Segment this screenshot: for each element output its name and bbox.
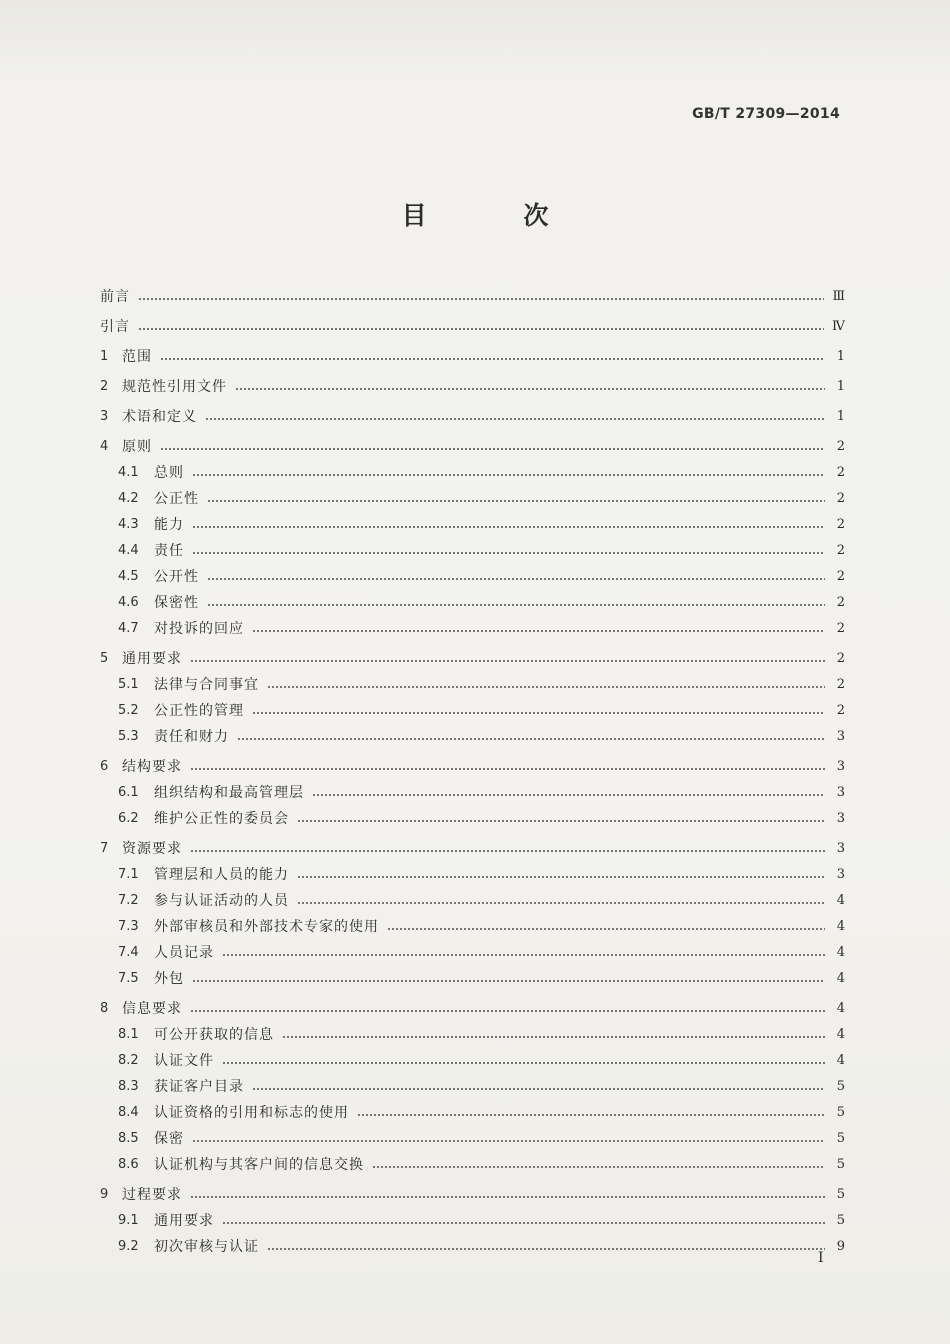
toc-entry[interactable] xyxy=(118,1210,845,1232)
dot-leader xyxy=(267,686,825,688)
dot-leader xyxy=(252,630,825,632)
dot-leader xyxy=(372,1166,825,1168)
toc-entry[interactable] xyxy=(118,916,845,938)
toc-entry-title: 管理层和人员的能力 xyxy=(154,867,289,883)
toc-entry-number: 7.5 xyxy=(118,971,139,986)
toc-entry-page: 5 xyxy=(836,1157,845,1172)
toc-entry-title: 责任 xyxy=(154,543,184,559)
dot-leader xyxy=(138,298,824,300)
toc-entry[interactable] xyxy=(100,1184,845,1206)
dot-leader xyxy=(222,1222,825,1224)
toc-entry-number: 4.6 xyxy=(118,595,139,610)
toc-entry-number: 4.5 xyxy=(118,569,139,584)
toc-entry-title: 保密 xyxy=(154,1131,184,1147)
toc-entry-number: 9.1 xyxy=(118,1213,139,1228)
toc-entry-page: 5 xyxy=(836,1131,845,1146)
toc-entry[interactable] xyxy=(118,890,845,912)
dot-leader xyxy=(190,1196,825,1198)
toc-entry-page: 1 xyxy=(836,379,845,394)
toc-entry-page: 2 xyxy=(836,595,845,610)
toc-entry[interactable] xyxy=(100,316,845,338)
toc-entry-title: 信息要求 xyxy=(122,1001,182,1017)
toc-entry[interactable] xyxy=(118,566,845,588)
toc-entry[interactable] xyxy=(118,462,845,484)
dot-leader xyxy=(205,418,825,420)
dot-leader xyxy=(207,500,825,502)
toc-entry-title: 术语和定义 xyxy=(122,409,197,425)
toc-entry-title: 认证资格的引用和标志的使用 xyxy=(154,1105,349,1121)
toc-entry-title: 通用要求 xyxy=(122,651,182,667)
toc-entry-number: 7.1 xyxy=(118,867,139,882)
standard-code: GB/T 27309—2014 xyxy=(692,106,840,122)
toc-entry[interactable] xyxy=(118,1236,845,1258)
toc-entry[interactable] xyxy=(118,1024,845,1046)
toc-entry[interactable] xyxy=(118,782,845,804)
toc-entry[interactable] xyxy=(100,648,845,670)
page-number: Ⅰ xyxy=(818,1250,824,1266)
toc-entry[interactable] xyxy=(118,1076,845,1098)
toc-entry-title: 规范性引用文件 xyxy=(122,379,227,395)
toc-entry-title: 总则 xyxy=(154,465,184,481)
toc-entry-number: 8.2 xyxy=(118,1053,139,1068)
toc-entry[interactable] xyxy=(100,756,845,778)
toc-entry-title: 外包 xyxy=(154,971,184,987)
dot-leader xyxy=(222,1062,825,1064)
dot-leader xyxy=(192,526,825,528)
toc-entry-title: 认证文件 xyxy=(154,1053,214,1069)
dot-leader xyxy=(190,660,825,662)
toc-entry-title: 认证机构与其客户间的信息交换 xyxy=(154,1157,364,1173)
toc-entry-number: 8 xyxy=(100,1001,109,1016)
toc-entry-page: 2 xyxy=(836,491,845,506)
toc-entry-number: 6.1 xyxy=(118,785,139,800)
toc-entry[interactable] xyxy=(118,618,845,640)
toc-entry[interactable] xyxy=(118,592,845,614)
dot-leader xyxy=(252,712,825,714)
toc-entry-page: 3 xyxy=(836,729,845,744)
dot-leader xyxy=(312,794,825,796)
toc-entry[interactable] xyxy=(100,436,845,458)
toc-entry[interactable] xyxy=(118,1102,845,1124)
dot-leader xyxy=(192,980,825,982)
toc-entry-page: 4 xyxy=(836,971,845,986)
toc-entry-title: 可公开获取的信息 xyxy=(154,1027,274,1043)
toc-entry-title: 获证客户目录 xyxy=(154,1079,244,1095)
dot-leader xyxy=(282,1036,825,1038)
toc-entry-number: 8.4 xyxy=(118,1105,139,1120)
toc-entry-number: 4.4 xyxy=(118,543,139,558)
dot-leader xyxy=(190,850,825,852)
toc-entry-page: 2 xyxy=(836,517,845,532)
toc-entry-page: 5 xyxy=(836,1105,845,1120)
toc-entry-title: 责任和财力 xyxy=(154,729,229,745)
toc-entry-title: 前言 xyxy=(100,289,130,305)
toc-entry[interactable] xyxy=(100,346,845,368)
toc-entry-page: 5 xyxy=(836,1079,845,1094)
toc-entry-page: Ⅳ xyxy=(832,319,845,334)
toc-entry-page: Ⅲ xyxy=(832,289,845,304)
toc-entry-number: 7.4 xyxy=(118,945,139,960)
toc-entry-title: 资源要求 xyxy=(122,841,182,857)
toc-entry-number: 7.2 xyxy=(118,893,139,908)
toc-entry[interactable] xyxy=(118,540,845,562)
toc-entry-title: 通用要求 xyxy=(154,1213,214,1229)
toc-entry-number: 8.1 xyxy=(118,1027,139,1042)
toc-entry-number: 4.2 xyxy=(118,491,139,506)
toc-entry[interactable] xyxy=(100,998,845,1020)
toc-entry[interactable] xyxy=(100,406,845,428)
toc-entry-title: 范围 xyxy=(122,349,152,365)
dot-leader xyxy=(222,954,825,956)
toc-entry-number: 7 xyxy=(100,841,109,856)
toc-entry-number: 2 xyxy=(100,379,109,394)
dot-leader xyxy=(192,552,825,554)
toc-entry[interactable] xyxy=(118,942,845,964)
dot-leader xyxy=(267,1248,825,1250)
toc-entry-number: 3 xyxy=(100,409,109,424)
dot-leader xyxy=(235,388,825,390)
toc-entry-number: 8.3 xyxy=(118,1079,139,1094)
toc-entry-page: 2 xyxy=(836,543,845,558)
toc-entry-page: 4 xyxy=(836,1001,845,1016)
toc-entry-page: 4 xyxy=(836,1053,845,1068)
toc-entry-page: 2 xyxy=(836,651,845,666)
toc-entry[interactable] xyxy=(118,808,845,830)
toc-entry-page: 2 xyxy=(836,439,845,454)
page-title: 目 次 xyxy=(401,201,593,230)
toc-entry[interactable] xyxy=(100,286,845,308)
dot-leader xyxy=(387,928,825,930)
toc-entry[interactable] xyxy=(118,1050,845,1072)
dot-leader xyxy=(297,902,825,904)
dot-leader xyxy=(190,1010,825,1012)
dot-leader xyxy=(160,358,825,360)
toc-entry-number: 7.3 xyxy=(118,919,139,934)
dot-leader xyxy=(357,1114,825,1116)
toc-entry[interactable] xyxy=(118,1128,845,1150)
toc-entry-title: 维护公正性的委员会 xyxy=(154,811,289,827)
dot-leader xyxy=(297,820,825,822)
dot-leader xyxy=(207,604,825,606)
toc-entry[interactable] xyxy=(100,838,845,860)
toc-entry-page: 3 xyxy=(836,867,845,882)
toc-entry[interactable] xyxy=(100,376,845,398)
toc-entry-page: 1 xyxy=(836,409,845,424)
toc-entry-page: 4 xyxy=(836,1027,845,1042)
toc-entry-title: 公正性的管理 xyxy=(154,703,244,719)
toc-entry-title: 公开性 xyxy=(154,569,199,585)
toc-entry[interactable] xyxy=(118,700,845,722)
toc-entry-title: 能力 xyxy=(154,517,184,533)
toc-entry-page: 2 xyxy=(836,703,845,718)
toc-entry-number: 5.2 xyxy=(118,703,139,718)
toc-entry-page: 3 xyxy=(836,811,845,826)
toc-entry-title: 人员记录 xyxy=(154,945,214,961)
toc-entry-title: 组织结构和最高管理层 xyxy=(154,785,304,801)
toc-entry-page: 4 xyxy=(836,893,845,908)
toc-entry-number: 4.7 xyxy=(118,621,139,636)
dot-leader xyxy=(160,448,825,450)
toc-entry-title: 对投诉的回应 xyxy=(154,621,244,637)
toc-entry-title: 保密性 xyxy=(154,595,199,611)
dot-leader xyxy=(192,474,825,476)
toc-entry-page: 2 xyxy=(836,677,845,692)
toc-entry-number: 9.2 xyxy=(118,1239,139,1254)
toc-entry-page: 3 xyxy=(836,841,845,856)
toc-entry-page: 3 xyxy=(836,785,845,800)
toc-entry-page: 5 xyxy=(836,1213,845,1228)
dot-leader xyxy=(207,578,825,580)
toc-entry-page: 9 xyxy=(836,1239,845,1254)
toc-entry-number: 6 xyxy=(100,759,109,774)
toc-entry[interactable] xyxy=(118,488,845,510)
toc-entry-page: 2 xyxy=(836,465,845,480)
toc-entry-number: 8.5 xyxy=(118,1131,139,1146)
dot-leader xyxy=(297,876,825,878)
toc-entry-number: 5.1 xyxy=(118,677,139,692)
toc-entry[interactable] xyxy=(118,968,845,990)
dot-leader xyxy=(252,1088,825,1090)
toc-entry-page: 5 xyxy=(836,1187,845,1202)
toc-entry-title: 引言 xyxy=(100,319,130,335)
toc-entry-title: 外部审核员和外部技术专家的使用 xyxy=(154,919,379,935)
toc-entry-number: 6.2 xyxy=(118,811,139,826)
toc-entry-title: 过程要求 xyxy=(122,1187,182,1203)
toc-entry-number: 9 xyxy=(100,1187,109,1202)
toc-entry-title: 公正性 xyxy=(154,491,199,507)
toc-entry-page: 1 xyxy=(836,349,845,364)
toc-entry-title: 初次审核与认证 xyxy=(154,1239,259,1255)
toc-entry-title: 参与认证活动的人员 xyxy=(154,893,289,909)
dot-leader xyxy=(237,738,825,740)
toc-entry-page: 2 xyxy=(836,621,845,636)
toc-entry-page: 3 xyxy=(836,759,845,774)
dot-leader xyxy=(192,1140,825,1142)
toc-entry-page: 4 xyxy=(836,945,845,960)
toc-entry[interactable] xyxy=(118,864,845,886)
toc-entry[interactable] xyxy=(118,514,845,536)
toc-entry-title: 原则 xyxy=(122,439,152,455)
toc-entry-number: 5.3 xyxy=(118,729,139,744)
toc-entry-page: 2 xyxy=(836,569,845,584)
toc-entry-title: 法律与合同事宜 xyxy=(154,677,259,693)
toc-entry-number: 1 xyxy=(100,349,109,364)
toc-entry[interactable] xyxy=(118,674,845,696)
toc-entry[interactable] xyxy=(118,726,845,748)
toc-entry-number: 5 xyxy=(100,651,109,666)
toc-entry-number: 8.6 xyxy=(118,1157,139,1172)
toc-entry-number: 4.3 xyxy=(118,517,139,532)
toc-entry-number: 4 xyxy=(100,439,109,454)
toc-entry[interactable] xyxy=(118,1154,845,1176)
toc-entry-page: 4 xyxy=(836,919,845,934)
toc-entry-title: 结构要求 xyxy=(122,759,182,775)
dot-leader xyxy=(190,768,825,770)
toc-entry-number: 4.1 xyxy=(118,465,139,480)
dot-leader xyxy=(138,328,824,330)
